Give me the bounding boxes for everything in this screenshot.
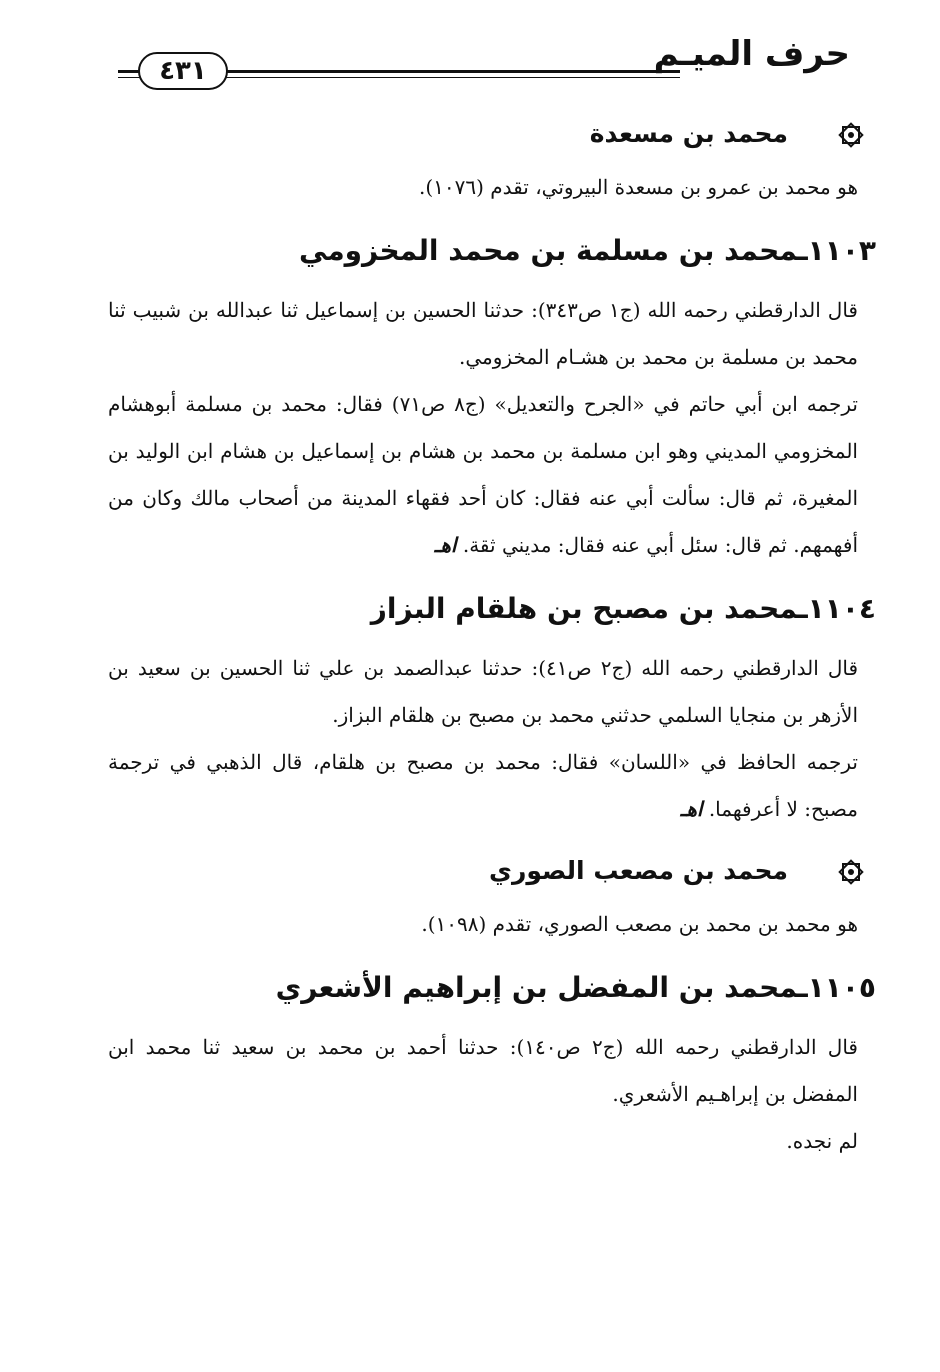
cross-reference-text: هو محمد بن محمد بن مصعب الصوري، تقدم (١٠٩٨). [421,912,858,936]
entry-1103-tarjama [108,381,876,569]
cross-reference-heading [108,851,876,891]
entry-1105-isnad: قال الدارقطني رحمه الله (ج٢ ص١٤٠): حدثنا أحمد بن محمد بن سعيد ثنا محمد ابن المفضل بن إبراهـيم الأشعري. [108,1035,858,1106]
chapter-title: حرف الميـم [653,34,850,74]
running-header [110,32,850,92]
cross-reference-name: محمد بن مصعب الصوري [489,856,788,885]
entry-heading-1104: ١١٠٤ـمحمد بن مصبح بن هلقام البزاز [370,592,876,625]
page-number: ٤٣١ [138,52,228,90]
octagram-ornament-icon [836,120,866,150]
entry-1105-note: لم نجده. [786,1129,858,1153]
entry-1103-tarjama-text: ترجمه ابن أبي حاتم في «الجرح والتعديل» (ج٨ ص٧١) فقال: محمد بن مسلمة أبوهشام المخزومي المديني وهو ابن مسلمة بن محمد بن هشام بن إسماعيل بن هشام ابن الوليد بن المغيرة، ثم قال: سألت أبي عنه فقال: كان أحد فقهاء المدينة من أصحاب مالك وكان من أفهمهم. ثم قال: سئل أبي عنه فقال: مديني ثقة. [108,392,858,557]
cross-reference-heading [108,114,876,154]
entry-1104-isnad: قال الدارقطني رحمه الله (ج٢ ص٤١): حدثنا عبدالصمد بن علي ثنا الحسين بن سعيد بن الأزهر بن منجايا السلمي حدثني محمد بن مصبح بن هلقام البزاز. [108,656,858,727]
cross-reference-name: محمد بن مسعدة [589,119,788,148]
cross-reference-text: هو محمد بن عمرو بن مسعدة البيروتي، تقدم (١٠٧٦). [419,175,858,199]
entry-1103-isnad: قال الدارقطني رحمه الله (ج١ ص٣٤٣): حدثنا الحسين بن إسماعيل ثنا عبدالله بن شبيب ثنا محمد بن مسلمة بن محمد بن هشـام المخزومي. [108,298,858,369]
octagram-ornament-icon [836,857,866,887]
page-content [108,108,876,1165]
intaha-abbreviation: اهـ [680,797,703,821]
intaha-abbreviation: اهـ [434,533,457,557]
entry-heading-1103: ١١٠٣ـمحمد بن مسلمة بن محمد المخزومي [298,234,876,267]
entry-1104-tarjama-text: ترجمه الحافظ في «اللسان» فقال: محمد بن مصبح بن هلقام، قال الذهبي في ترجمة مصبح: لا أعرفهما. [108,750,858,821]
entry-heading-1105: ١١٠٥ـمحمد بن المفضل بن إبراهيم الأشعري [275,971,876,1004]
entry-1104-tarjama [108,739,876,833]
